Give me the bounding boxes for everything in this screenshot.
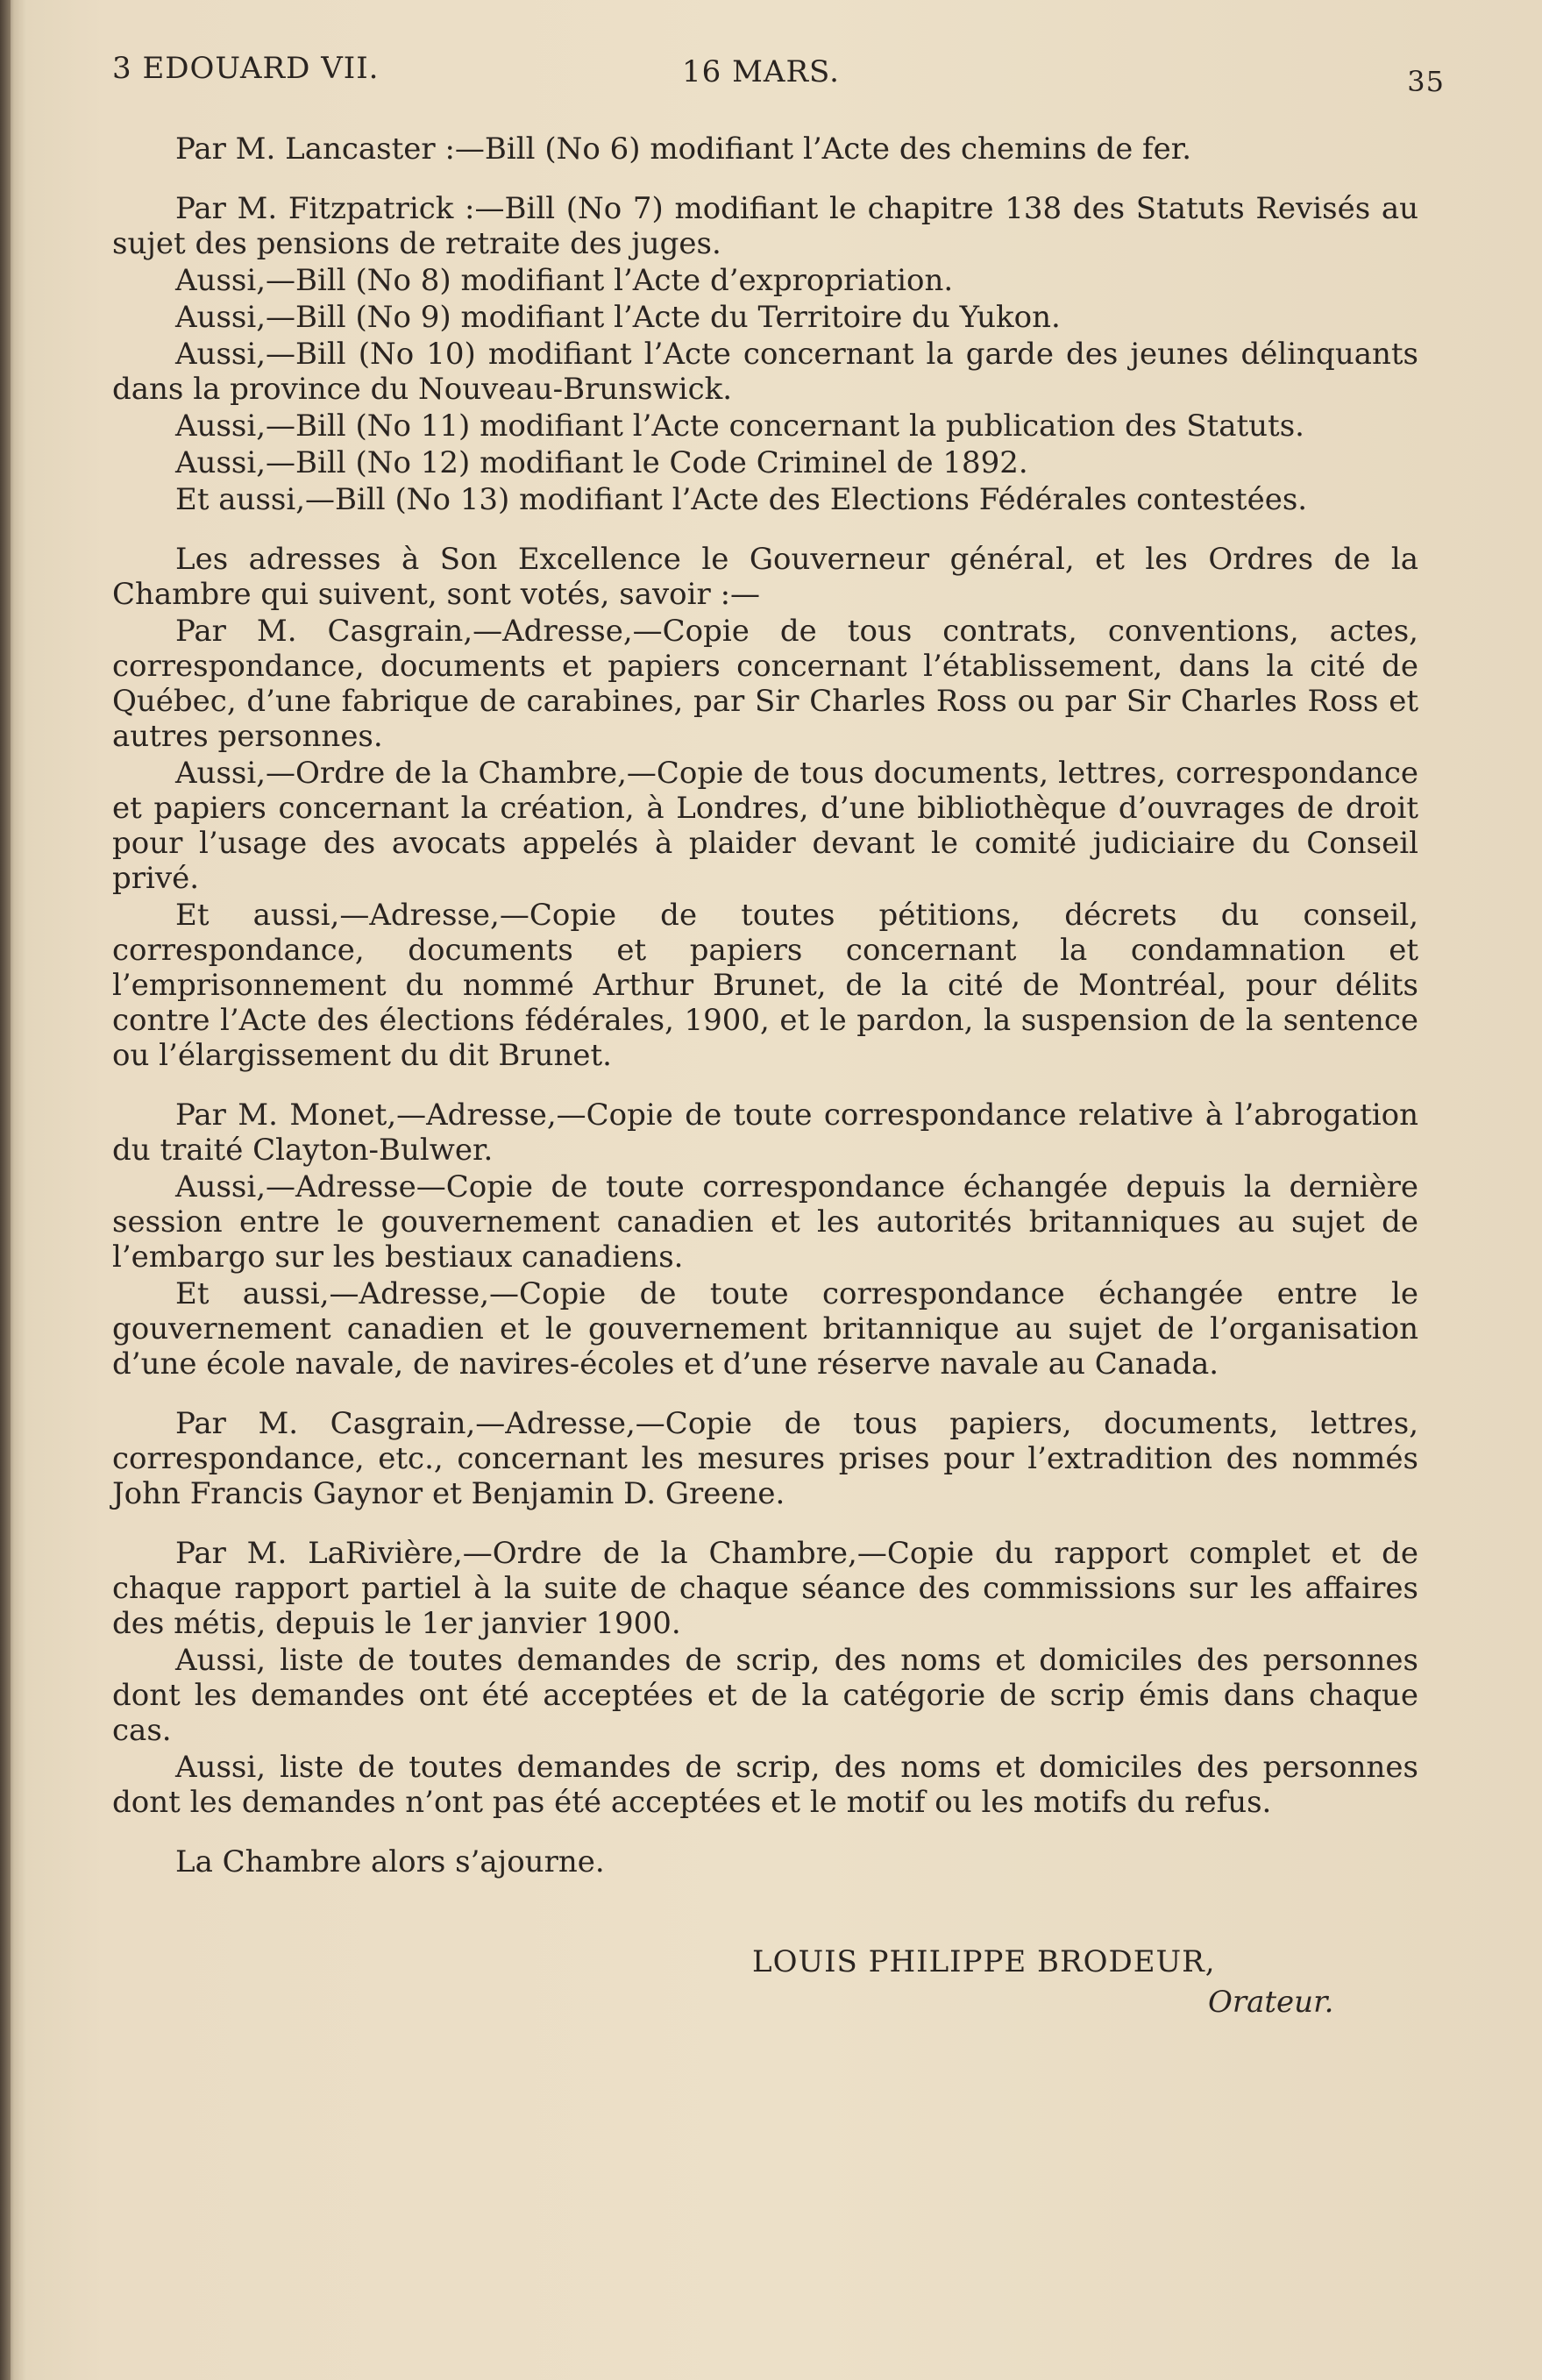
paragraph: Et aussi,—Adresse,—Copie de toutes pétitions, décrets du conseil, correspondance, documents et papiers concernant la condamnation et l’emprisonnement du nommé Arthur Brunet, de la cité de Montréal, pour délits contre l’Acte des élections fédérales, 1900, et le pardon, la suspension de la sentence ou l’élargissement du dit Brunet.: [112, 898, 1418, 1073]
paragraph: Aussi,—Ordre de la Chambre,—Copie de tous documents, lettres, correspondance et papiers concernant la création, à Londres, d’une bibliothèque d’ouvrages de droit pour l’usage des avocats appelés à plaider devant le comité judiciaire du Conseil privé.: [112, 756, 1418, 896]
paragraph: Aussi,—Bill (No 8) modifiant l’Acte d’expropriation.: [175, 263, 954, 298]
page-header: [112, 42, 1445, 103]
paragraph: La Chambre alors s’ajourne.: [175, 1844, 605, 1879]
paragraph: Aussi,—Bill (No 10) modifiant l’Acte concernant la garde des jeunes délinquants dans la province du Nouveau-Brunswick.: [112, 337, 1418, 407]
paragraph: Par M. Lancaster :—Bill (No 6) modifiant l’Acte des chemins de fer.: [175, 131, 1192, 167]
page-body: [112, 131, 1418, 1881]
paragraph: Aussi, liste de toutes demandes de scrip, des noms et domiciles des personnes dont les demandes ont été acceptées et de la catégorie de scrip émis dans chaque cas.: [112, 1643, 1418, 1748]
paragraph: Aussi,—Adresse—Copie de toute correspondance échangée depuis la dernière session entre le gouvernement canadien et les autorités britanniques au sujet de l’embargo sur les bestiaux canadiens.: [112, 1169, 1418, 1275]
binding-edge: [0, 0, 11, 2380]
paragraph: Et aussi,—Adresse,—Copie de toute correspondance échangée entre le gouvernement canadien et le gouvernement britannique au sujet de l’organisation d’une école navale, de navires-écoles et d’une réserve navale au Canada.: [112, 1276, 1418, 1382]
page-number: 35: [1407, 65, 1445, 98]
paragraph: Par M. Fitzpatrick :—Bill (No 7) modifiant le chapitre 138 des Statuts Revisés au sujet des pensions de retraite des juges.: [112, 191, 1418, 261]
paragraph: Par M. Monet,—Adresse,—Copie de toute correspondance relative à l’abrogation du traité Clayton-Bulwer.: [112, 1098, 1418, 1168]
header-date: 16 MARS.: [682, 54, 840, 89]
paragraph: Aussi,—Bill (No 12) modifiant le Code Criminel de 1892.: [175, 445, 1028, 480]
paragraph: Les adresses à Son Excellence le Gouverneur général, et les Ordres de la Chambre qui suivent, sont votés, savoir :—: [112, 542, 1418, 612]
paragraph: Par M. Casgrain,—Adresse,—Copie de tous papiers, documents, lettres, correspondance, etc., concernant les mesures prises pour l’extradition des nommés John Francis Gaynor et Benjamin D. Greene.: [112, 1406, 1418, 1511]
header-reign: 3 EDOUARD VII.: [112, 51, 380, 86]
signatory-name: LOUIS PHILIPPE BRODEUR,: [752, 1944, 1216, 1979]
paragraph: Aussi,—Bill (No 9) modifiant l’Acte du Territoire du Yukon.: [175, 300, 1061, 335]
paragraph: Par M. LaRivière,—Ordre de la Chambre,—Copie du rapport complet et de chaque rapport partiel à la suite de chaque séance des commissions sur les affaires des métis, depuis le 1er janvier 1900.: [112, 1536, 1418, 1641]
paragraph: Par M. Casgrain,—Adresse,—Copie de tous contrats, conventions, actes, correspondance, documents et papiers concernant l’établissement, dans la cité de Québec, d’une fabrique de carabines, par Sir Charles Ross ou par Sir Charles Ross et autres personnes.: [112, 614, 1418, 754]
signatory-role: Orateur.: [1208, 1985, 1334, 2020]
paragraph: Et aussi,—Bill (No 13) modifiant l’Acte des Elections Fédérales contestées.: [175, 482, 1308, 517]
signature-block: [112, 1942, 1339, 2022]
paragraph: Aussi,—Bill (No 11) modifiant l’Acte concernant la publication des Statuts.: [175, 409, 1304, 444]
paragraph: Aussi, liste de toutes demandes de scrip, des noms et domiciles des personnes dont les demandes n’ont pas été acceptées et le motif ou les motifs du refus.: [112, 1750, 1418, 1820]
